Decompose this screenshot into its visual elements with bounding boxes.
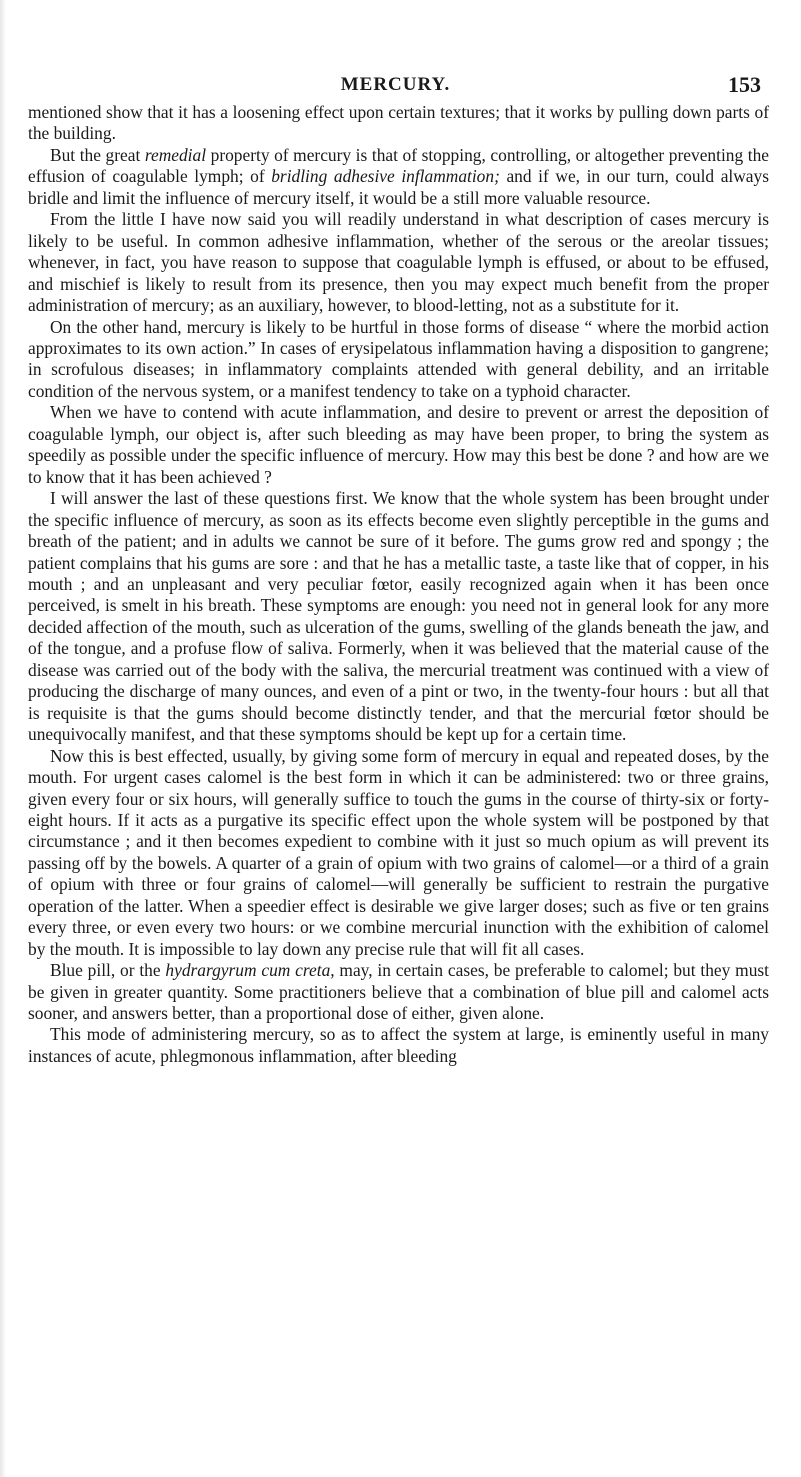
paragraph-blue-pill xyxy=(28,960,769,1024)
paragraph-text: This mode of administering mercury, so as to affect the system at large, is eminently useful in many instances of acute, phlegmonous inflammation, after bleeding xyxy=(28,1024,769,1066)
italic-term: hydrargyrum cum creta, xyxy=(165,960,335,981)
paragraph-text: From the little I have now said you will readily understand in what description of cases mercury is likely to be useful. In common adhesive inflammation, whether of the serous or the areolar tissues; whenever, in fact, you have reason to suppose that coagulable lymph is effused, or about to be effused, and mischief is likely to result from its presence, then you may expect much benefit from the proper administration of mercury; as an auxiliary, however, to blood-letting, not as a substitute for it. xyxy=(28,209,769,316)
page-number: 153 xyxy=(728,72,761,97)
running-title: MERCURY. xyxy=(340,74,451,95)
paragraph-text: When we have to contend with acute inflammation, and desire to prevent or arrest the deposition of coagulable lymph, our object is, after such bleeding as may have been proper, to bring the system as speedily as possible under the specific influence of mercury. How may this best be done ? and how are we to know that it has been achieved ? xyxy=(28,402,769,487)
paragraph-continuation xyxy=(28,102,769,145)
gutter-shadow xyxy=(0,0,6,1477)
paragraph-text: But the great xyxy=(50,144,145,165)
paragraph-text: may, in certain cases, be preferable to calomel; but they must be given in greater quantity. Some practitioners believe that a combination of blue pill and calomel acts sooner, and answers better, than a proportional dose of either, given alone. xyxy=(28,960,769,1024)
paragraph-hurtful-cases xyxy=(28,317,769,403)
paragraph-acute-inflammation xyxy=(28,402,769,488)
paragraph-text: property of mercury is that of stopping, controlling, or altogether preventing the effusion of coagulable lymph; of xyxy=(28,144,769,187)
paragraph-signs-of-influence xyxy=(28,488,769,745)
paragraph-administration xyxy=(28,746,769,961)
body-text xyxy=(28,102,769,1067)
italic-term: remedial xyxy=(144,144,207,165)
paragraph-text: Now this is best effected, usually, by giving some form of mercury in equal and repeated doses, by the mouth. For urgent cases calomel is the best form in which it can be administered: two or three grains, given every four or six hours, will generally suffice to touch the gums in the course of thirty-six or forty-eight hours. If it acts as a purgative its specific effect upon the whole system will be postponed by that circumstance ; and it then becomes expedient to combine with it just so much opium as will prevent its passing off by the bowels. A quarter of a grain of opium with two grains of calomel—or a third of a grain of opium with three or four grains of calomel—will generally be sufficient to restrain the purgative operation of the latter. When a speedier effect is desirable we give larger doses; such as five or ten grains every three, or even every two hours: or we combine mercurial inunction with the exhibition of calomel by the mouth. It is impossible to lay down any precise rule that will fit all cases. xyxy=(28,745,769,959)
paragraph-text: On the other hand, mercury is likely to be hurtful in those forms of disease “ where the morbid action approximates to its own action.” In cases of erysipelatous inflammation having a disposition to gangrene; in scrofulous diseases; in inflammatory complaints attended with general debility, and an irritable condition of the nervous system, or a manifest tendency to take on a typhoid character. xyxy=(28,316,769,401)
running-head xyxy=(30,74,761,100)
paragraph-text: Blue pill, or the xyxy=(50,960,166,981)
paragraph-text: and if we, in our turn, could always bridle and limit the influence of mercury itself, it would be a still more valuable resource. xyxy=(28,166,769,208)
paragraph-text: mentioned show that it has a loosening effect upon certain textures; that it works by pulling down parts of the building. xyxy=(28,102,769,144)
paragraph-text: I will answer the last of these questions first. We know that the whole system has been brought under the specific influence of mercury, as soon as its effects become even slightly perceptible in the gums and breath of the patient; and in adults we cannot be sure of it before. The gums grow red and spongy ; the patient complains that his gums are sore : and that he has a metallic taste, a taste like that of copper, in his mouth ; and an unpleasant and very peculiar fœtor, easily recognized again when it has been once perceived, is smelt in his breath. These symptoms are enough: you need not in general look for any more decided affection of the mouth, such as ulceration of the gums, swelling of the glands beneath the jaw, and of the tongue, and a profuse flow of saliva. Formerly, when it was believed that the material cause of the disease was carried out of the body with the saliva, the mercurial treatment was continued with a view of producing the discharge of many ounces, and even of a pint or two, in the twenty-four hours : but all that is requisite is that the gums should become distinctly tender, and that the mercurial fœtor should be unequivocally manifest, and that these symptoms should be kept up for a certain time. xyxy=(28,488,769,745)
paragraph-useful-cases xyxy=(28,209,769,316)
italic-term: bridling adhesive inflammation; xyxy=(271,166,500,187)
paragraph-mode-of-administering xyxy=(28,1024,769,1067)
paragraph-remedial-property xyxy=(28,145,769,209)
